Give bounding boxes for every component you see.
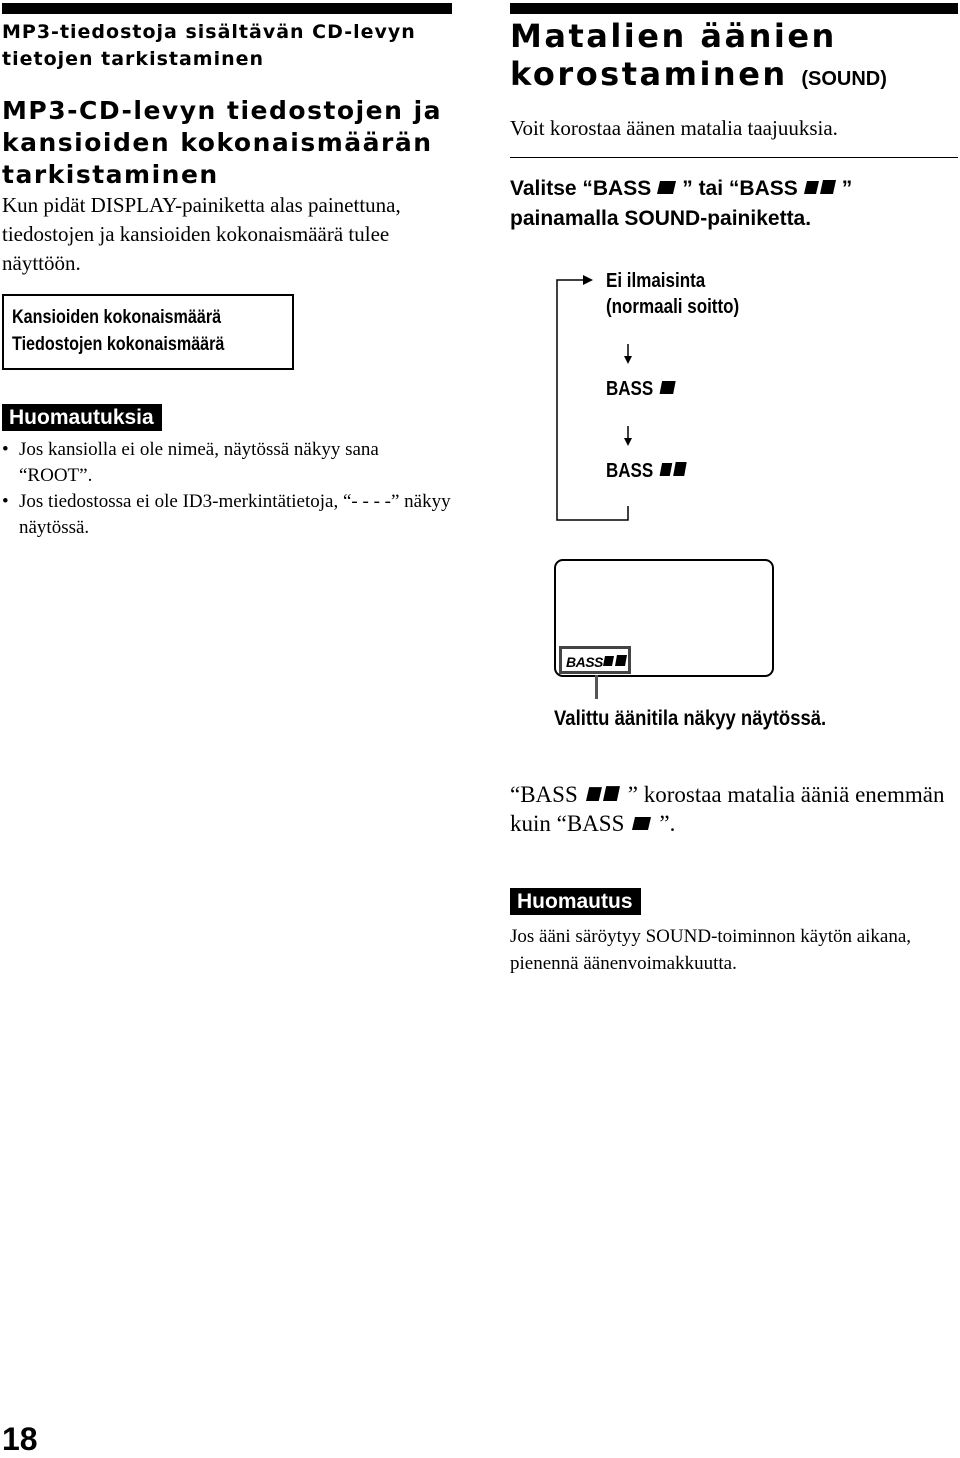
step-text-part3: ” (841, 177, 853, 200)
bass-level1-icon (657, 181, 676, 194)
cycle-item-normal (606, 268, 739, 320)
subsection-title: MP3-CD-levyn tiedostojen ja kansioiden kokonaismäärän tarkistaminen (2, 96, 443, 189)
bass-level1-icon (632, 817, 651, 830)
bass-comparison-text (510, 780, 958, 838)
notes-section (2, 404, 452, 541)
right-title-suffix: (SOUND) (801, 68, 887, 90)
right-title-main: Matalien äänien korostaminen (510, 17, 837, 93)
right-column (510, 0, 958, 234)
sound-cycle-diagram (545, 268, 805, 528)
bass-level2-icon (659, 462, 686, 476)
right-intro-text: Voit korostaa äänen matalia taajuuksia. (510, 116, 838, 140)
sound-note-section (510, 888, 958, 977)
note-item: • Jos tiedostossa ei ole ID3-merkintätietoja, “- - - -” näkyy näytössä. (2, 489, 452, 541)
section-top-rule (2, 3, 452, 14)
note-item: • Jos kansiolla ei ole nimeä, näytössä näkyy sana “ROOT”. (2, 437, 452, 489)
section-top-rule-right (510, 3, 958, 14)
cycle-item-normal-line1: Ei ilmaisinta (606, 270, 706, 292)
right-section-title (510, 17, 958, 98)
right-divider (510, 157, 958, 158)
file-count-label: Tiedostojen kokonaismäärä (12, 334, 225, 355)
lcd-bass-indicator (559, 646, 631, 674)
lcd-bass-level-icon (603, 655, 627, 666)
notes-list (2, 437, 452, 541)
page-number: 18 (2, 1421, 38, 1457)
sound-note-text: Jos ääni säröytyy SOUND-toiminnon käytön aikana, pienennä äänenvoimakkuutta. (510, 926, 912, 974)
bass-level1-icon (659, 381, 675, 394)
display-readout-box (2, 294, 294, 370)
cycle-item-bass2-label: BASS (606, 460, 654, 482)
lcd-caption: Valittu äänitila näkyy näytössä. (554, 707, 827, 730)
sound-note-label: Huomautus (510, 888, 641, 915)
step-text-part1: Valitse “BASS (510, 177, 652, 200)
lcd-leader-line (595, 675, 598, 699)
left-column (2, 0, 452, 541)
cycle-item-bass2 (606, 458, 691, 484)
step-text-line2: painamalla SOUND-painiketta. (510, 207, 812, 230)
lcd-indicator-label: BASS (566, 654, 603, 670)
cycle-item-bass1-label: BASS (606, 378, 654, 400)
bass-level2-icon (586, 786, 620, 801)
para-part3: ”. (659, 811, 676, 836)
bass-level2-icon (804, 180, 836, 194)
intro-text: Kun pidät DISPLAY-painiketta alas painettuna, tiedostojen ja kansioiden kokonaismäärä tulee näyttöön. (2, 193, 401, 275)
para-part1: “BASS (510, 782, 578, 807)
para-part2: ” korostaa matalia ääniä enemmän kuin “BASS (510, 782, 945, 836)
section-title: MP3-tiedostoja sisältävän CD-levyn tietojen tarkistaminen (2, 21, 416, 70)
cycle-item-normal-line2: (normaali soitto) (606, 296, 740, 318)
notes-label: Huomautuksia (2, 404, 162, 431)
folder-count-label: Kansioiden kokonaismäärä (12, 307, 222, 328)
step-instruction (510, 174, 958, 234)
cycle-item-bass1 (606, 376, 680, 402)
step-text-part2: ” tai “BASS (682, 177, 798, 200)
